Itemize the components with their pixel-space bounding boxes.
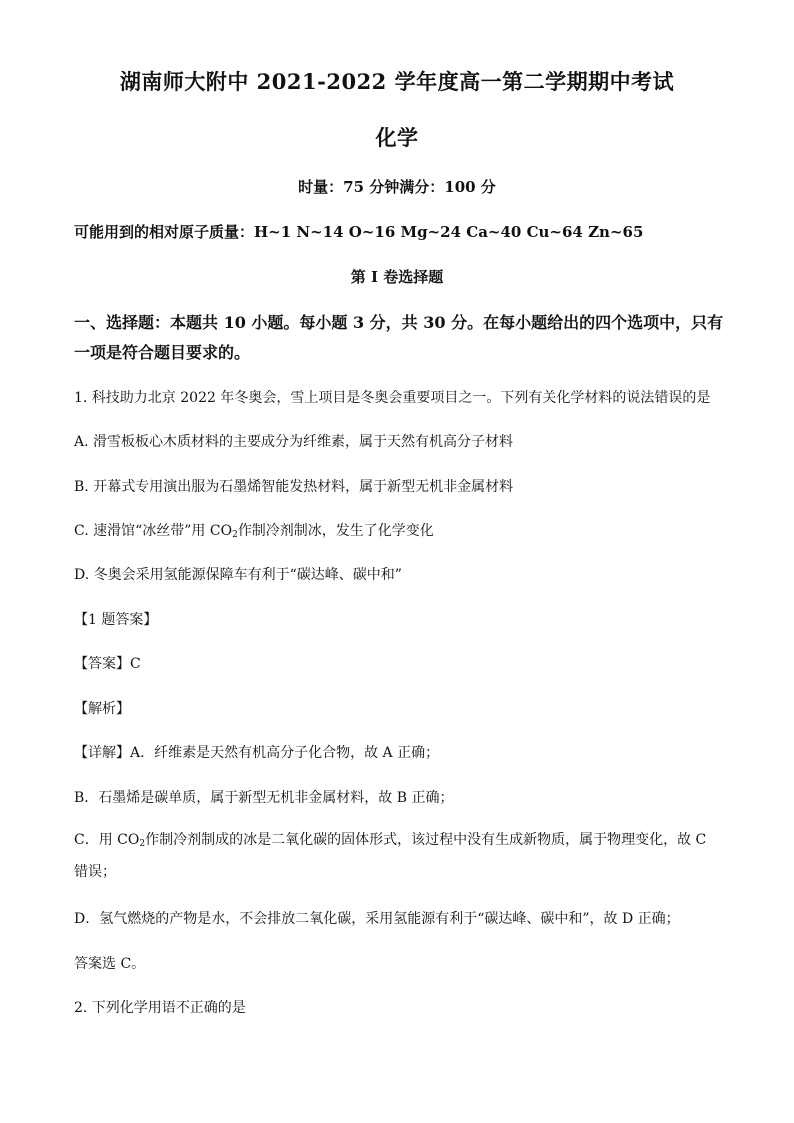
analysis-detail-b: B．石墨烯是碳单质，属于新型无机非金属材料，故 B 正确；	[74, 790, 454, 806]
option-c-text-post: 作制冷剂制冰，发生了化学变化	[237, 523, 434, 539]
exam-time-score: 时量：75 分钟满分：100 分	[298, 178, 496, 196]
option-c-subscript: 2	[232, 530, 238, 540]
answer-conclusion: 答案选 C。	[74, 956, 146, 972]
exam-title: 湖南师大附中 2021-2022 学年度高一第二学期期中考试	[119, 69, 675, 94]
question-2-stem: 2. 下列化学用语不正确的是	[74, 1000, 246, 1016]
analysis-header: 【解析】	[74, 701, 130, 717]
question-1-option-b: B. 开幕式专用演出服为石墨烯智能发热材料，属于新型无机非金属材料	[74, 479, 514, 495]
section-instructions: 一、选择题：本题共 10 小题。每小题 3 分，共 30 分。在每小题给出的四个选项中，只有一项是符合题目要求的。	[74, 313, 724, 362]
detail-c-text-post: 作制冷剂制成的冰是二氧化碳的固体形式，该过程中没有生成新物质，属于物理变化，故 C 错误；	[74, 832, 707, 880]
analysis-detail-c	[74, 826, 724, 886]
analysis-detail-d: D．氢气燃烧的产物是水，不会排放二氧化碳，采用氢能源有利于“碳达峰、碳中和”，故 D 正确；	[74, 911, 680, 927]
detail-c-subscript: 2	[139, 839, 146, 849]
question-1-option-a: A. 滑雪板板心木质材料的主要成分为纤维素，属于天然有机高分子材料	[74, 434, 514, 450]
atomic-masses: 可能用到的相对原子质量：H~1 N~14 O~16 Mg~24 Ca~40 Cu~64 Zn~65	[74, 223, 644, 241]
question-1-option-d: D. 冬奥会采用氢能源保障车有利于“碳达峰、碳中和”	[74, 567, 402, 583]
answer-header: 【1 题答案】	[74, 612, 158, 628]
option-c-text-pre: C. 速滑馆“冰丝带”用 CO	[74, 523, 233, 539]
question-1-option-c	[74, 520, 724, 540]
analysis-detail-a: 【详解】A．纤维素是天然有机高分子化合物，故 A 正确；	[74, 745, 440, 761]
subject-title: 化学	[375, 125, 419, 150]
question-1-stem: 1. 科技助力北京 2022 年冬奥会，雪上项目是冬奥会重要项目之一。下列有关化学材料的说法错误的是	[74, 390, 711, 406]
section-title: 第 I 卷选择题	[350, 268, 444, 286]
answer: 【答案】C	[74, 656, 141, 672]
detail-c-text-pre: C．用 CO	[74, 832, 140, 848]
